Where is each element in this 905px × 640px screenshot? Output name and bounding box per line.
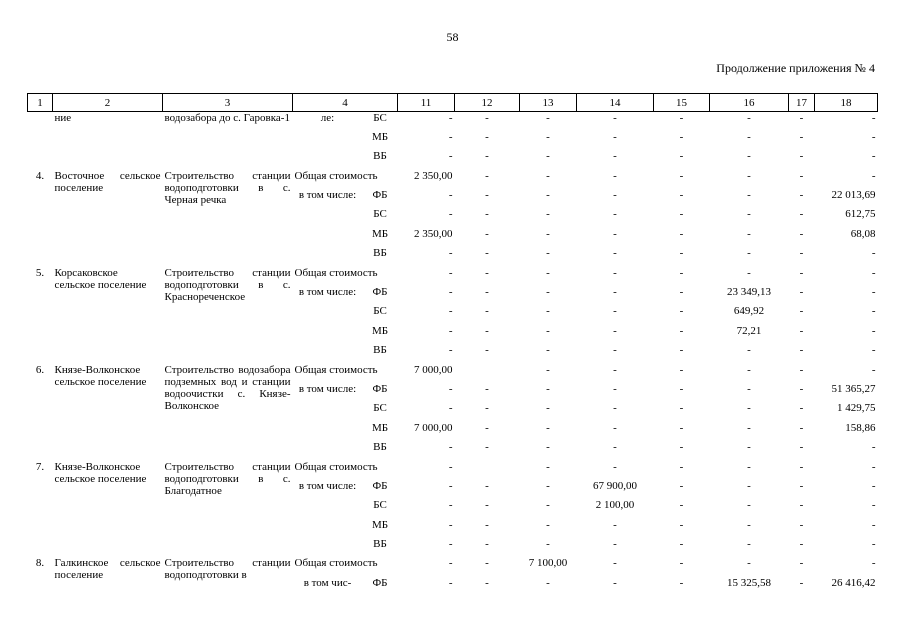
fund-label: ВБ <box>373 344 387 357</box>
value-cell: - <box>448 247 453 260</box>
value-cell: - <box>747 227 751 240</box>
value-cell: - <box>679 112 684 124</box>
value-cell: - <box>871 557 876 570</box>
value-cell: - <box>747 441 751 454</box>
table-body <box>28 112 878 597</box>
value-cell: - <box>448 518 453 531</box>
fund-label: МБ <box>371 324 389 337</box>
fund-label: МБ <box>371 227 389 240</box>
value-cell: 15 325,58 <box>727 576 771 589</box>
value-cell: - <box>799 538 804 551</box>
project-description: Строительство станции водоподготовки в с. Черная речка <box>164 169 291 206</box>
value-cell: - <box>679 402 684 415</box>
value-cell: 612,75 <box>845 208 876 221</box>
fund-label: ФБ <box>372 479 388 492</box>
value-cell: - <box>448 402 453 415</box>
value-cell: - <box>613 421 617 434</box>
value-cell: - <box>448 441 453 454</box>
value-cell: - <box>613 557 617 570</box>
value-cell: 26 416,42 <box>831 576 876 589</box>
value-cell: - <box>679 499 684 512</box>
table-row <box>28 267 878 286</box>
fund-label: ВБ <box>373 247 387 260</box>
value-cell: - <box>747 344 751 357</box>
value-cell <box>455 364 520 383</box>
value-cell: - <box>747 112 751 124</box>
value-cell: - <box>679 266 684 279</box>
value-cell: 23 349,13 <box>727 286 771 299</box>
row-number: 4. <box>35 169 45 182</box>
value-cell: - <box>679 441 684 454</box>
value-cell: - <box>546 189 550 202</box>
value-cell: - <box>546 518 550 531</box>
fund-label: ФБ <box>372 576 388 589</box>
value-cell: - <box>485 576 489 589</box>
value-cell: - <box>679 208 684 221</box>
value-cell: - <box>871 324 876 337</box>
value-cell: - <box>747 421 751 434</box>
value-cell: - <box>485 150 489 163</box>
value-cell: - <box>679 538 684 551</box>
value-cell: - <box>799 227 804 240</box>
row-number: 7. <box>35 460 45 473</box>
value-cell: - <box>613 460 617 473</box>
value-cell: - <box>613 305 617 318</box>
value-cell: - <box>747 518 751 531</box>
value-cell: 649,92 <box>733 305 765 318</box>
value-cell: - <box>485 130 489 143</box>
value-cell: - <box>613 441 617 454</box>
value-cell: - <box>679 576 684 589</box>
value-cell: - <box>546 208 550 221</box>
value-cell: - <box>747 247 751 260</box>
value-cell: - <box>613 518 617 531</box>
value-cell: - <box>871 441 876 454</box>
table-row <box>28 364 878 383</box>
value-cell: - <box>613 266 617 279</box>
value-cell: - <box>613 402 617 415</box>
header-row <box>28 94 878 112</box>
value-cell: - <box>448 499 453 512</box>
including-label: ле: <box>320 112 335 124</box>
value-cell: - <box>613 208 617 221</box>
value-cell: - <box>871 344 876 357</box>
value-cell: 158,86 <box>845 421 876 434</box>
including-label: в том числе: <box>298 382 357 395</box>
value-cell: - <box>871 499 876 512</box>
value-cell: - <box>485 266 489 279</box>
project-description: Строительство станции водоподготовки в с. Благодатное <box>164 460 291 497</box>
value-cell: - <box>448 266 453 279</box>
value-cell: - <box>799 189 804 202</box>
value-cell: - <box>799 208 804 221</box>
fund-label: БС <box>373 499 387 512</box>
value-cell: - <box>546 266 550 279</box>
value-cell: - <box>448 208 453 221</box>
value-cell: - <box>613 344 617 357</box>
column-header: 4 <box>293 94 398 112</box>
value-cell: - <box>747 460 751 473</box>
value-cell: - <box>546 421 550 434</box>
value-cell: - <box>799 441 804 454</box>
value-cell: - <box>485 499 489 512</box>
value-cell: - <box>679 247 684 260</box>
value-cell: - <box>799 382 804 395</box>
value-cell: - <box>485 247 489 260</box>
column-header: 13 <box>520 94 577 112</box>
column-header: 1 <box>28 94 53 112</box>
value-cell: - <box>871 266 876 279</box>
value-cell: - <box>871 169 876 182</box>
value-cell: 1 429,75 <box>837 402 876 415</box>
value-cell: - <box>448 305 453 318</box>
fund-label: БС <box>373 112 387 124</box>
fund-label: МБ <box>371 518 389 531</box>
value-cell: 7 100,00 <box>528 557 568 570</box>
value-cell: - <box>448 576 453 589</box>
value-cell: - <box>679 130 684 143</box>
value-cell: - <box>871 112 876 124</box>
value-cell: - <box>613 324 617 337</box>
value-cell: - <box>448 286 453 299</box>
total-cost-label: Общая стоимость <box>294 169 378 182</box>
project-description: Строительство станции водоподготовки в с. Краснореченское <box>164 266 291 303</box>
value-cell: 22 013,69 <box>831 189 876 202</box>
value-cell: - <box>747 402 751 415</box>
including-label: в том числе: <box>298 286 357 299</box>
column-header: 12 <box>455 94 520 112</box>
table-row <box>28 557 878 576</box>
value-cell: - <box>546 460 550 473</box>
budget-table <box>27 93 878 596</box>
fund-label: ВБ <box>373 538 387 551</box>
value-cell: - <box>448 382 453 395</box>
value-cell: - <box>799 286 804 299</box>
value-cell: - <box>546 499 550 512</box>
value-cell: - <box>799 344 804 357</box>
value-cell: - <box>679 479 684 492</box>
value-cell: - <box>799 460 804 473</box>
value-cell: - <box>871 286 876 299</box>
value-cell: - <box>485 227 489 240</box>
settlement-name: Галкинское сельское поселение <box>54 557 161 582</box>
fund-label: БС <box>373 402 387 415</box>
value-cell: - <box>747 208 751 221</box>
value-cell: - <box>546 130 550 143</box>
row-number <box>28 112 53 170</box>
value-cell: - <box>679 460 684 473</box>
value-cell: - <box>679 363 684 376</box>
value-cell: - <box>448 479 453 492</box>
value-cell: - <box>546 441 550 454</box>
value-cell: - <box>546 538 550 551</box>
project-description: Строительство водозабора подземных вод и станции водоочистки с. Князе-Волконское <box>164 363 291 412</box>
settlement-name: Князе-Волконское сельское поселение <box>54 460 147 485</box>
value-cell: - <box>546 305 550 318</box>
value-cell: - <box>747 479 751 492</box>
value-cell: - <box>485 169 489 182</box>
value-cell: - <box>485 382 489 395</box>
value-cell: - <box>485 557 489 570</box>
value-cell: - <box>546 324 550 337</box>
fund-label: ВБ <box>373 441 387 454</box>
row-number: 5. <box>35 266 45 279</box>
value-cell: - <box>613 363 617 376</box>
value-cell: - <box>485 344 489 357</box>
total-cost-label: Общая стоимость <box>294 266 378 279</box>
row-number: 8. <box>35 557 45 570</box>
value-cell: - <box>485 305 489 318</box>
fund-label: БС <box>373 305 387 318</box>
including-label: в том числе: <box>298 479 357 492</box>
value-cell: 72,21 <box>736 324 762 337</box>
column-header: 2 <box>53 94 163 112</box>
value-cell: - <box>613 382 617 395</box>
value-cell: - <box>546 227 550 240</box>
value-cell: - <box>448 460 453 473</box>
value-cell: - <box>799 150 804 163</box>
project-description: водозабора до с. Гаровка-1 <box>164 112 290 124</box>
value-cell: - <box>485 421 489 434</box>
value-cell: - <box>448 538 453 551</box>
value-cell: - <box>871 130 876 143</box>
value-cell: - <box>679 227 684 240</box>
value-cell: - <box>485 189 489 202</box>
value-cell: - <box>485 538 489 551</box>
value-cell: - <box>799 112 804 124</box>
value-cell: - <box>871 479 876 492</box>
row-number: 6. <box>35 363 45 376</box>
value-cell: - <box>799 363 804 376</box>
value-cell: - <box>679 324 684 337</box>
value-cell: - <box>871 538 876 551</box>
value-cell: - <box>546 402 550 415</box>
value-cell: - <box>485 324 489 337</box>
value-cell: - <box>747 189 751 202</box>
value-cell: - <box>485 402 489 415</box>
table-row <box>28 461 878 480</box>
value-cell: 7 000,00 <box>414 421 453 434</box>
column-header: 18 <box>815 94 878 112</box>
value-cell: - <box>613 189 617 202</box>
value-cell: - <box>799 421 804 434</box>
value-cell: - <box>485 518 489 531</box>
value-cell: - <box>613 538 617 551</box>
value-cell: - <box>546 479 550 492</box>
value-cell: - <box>613 286 617 299</box>
value-cell: - <box>799 499 804 512</box>
value-cell: - <box>485 479 489 492</box>
value-cell: - <box>799 169 804 182</box>
value-cell: - <box>448 324 453 337</box>
value-cell: - <box>448 150 453 163</box>
value-cell: - <box>679 382 684 395</box>
settlement-name: Корсаковское сельское поселение <box>54 266 147 291</box>
value-cell: - <box>747 150 751 163</box>
value-cell: - <box>679 305 684 318</box>
including-label: в том чис- <box>303 576 352 589</box>
column-header: 15 <box>654 94 710 112</box>
value-cell: - <box>613 247 617 260</box>
value-cell: - <box>679 557 684 570</box>
value-cell: - <box>799 266 804 279</box>
page-number: 58 <box>446 30 459 44</box>
value-cell: 2 100,00 <box>595 499 635 512</box>
fund-label: МБ <box>371 421 389 434</box>
value-cell: - <box>747 557 751 570</box>
value-cell: - <box>747 363 751 376</box>
fund-label: ФБ <box>372 382 388 395</box>
value-cell: - <box>679 189 684 202</box>
value-cell: 2 350,00 <box>414 227 453 240</box>
value-cell: 51 365,27 <box>831 382 876 395</box>
continuation-caption: Продолжение приложения № 4 <box>716 61 875 75</box>
value-cell: - <box>747 130 751 143</box>
table-row <box>28 170 878 189</box>
column-header: 17 <box>789 94 815 112</box>
value-cell: - <box>679 421 684 434</box>
value-cell: - <box>871 363 876 376</box>
value-cell: - <box>485 208 489 221</box>
column-header: 16 <box>710 94 789 112</box>
column-header: 3 <box>163 94 293 112</box>
value-cell: - <box>871 518 876 531</box>
value-cell: - <box>448 557 453 570</box>
value-cell: - <box>799 402 804 415</box>
value-cell: - <box>799 130 804 143</box>
value-cell: - <box>871 150 876 163</box>
value-cell: - <box>799 576 804 589</box>
value-cell: - <box>747 266 751 279</box>
table-row <box>28 112 878 131</box>
settlement-name: Князе-Волконское сельское поселение <box>54 363 147 388</box>
fund-label: ВБ <box>373 150 387 163</box>
value-cell: - <box>546 363 550 376</box>
value-cell: - <box>799 479 804 492</box>
value-cell: - <box>747 538 751 551</box>
value-cell: 7 000,00 <box>414 363 453 376</box>
value-cell: - <box>799 324 804 337</box>
fund-label: БС <box>373 208 387 221</box>
value-cell: - <box>747 169 751 182</box>
value-cell: - <box>871 460 876 473</box>
value-cell: - <box>679 286 684 299</box>
project-description: Строительство станции водоподготовки в <box>164 557 291 582</box>
value-cell: - <box>871 305 876 318</box>
value-cell: - <box>448 189 453 202</box>
value-cell: 67 900,00 <box>593 479 637 492</box>
value-cell: 2 350,00 <box>414 169 453 182</box>
value-cell: - <box>546 169 550 182</box>
value-cell: - <box>485 112 489 124</box>
fund-label: ФБ <box>372 286 388 299</box>
fund-label: МБ <box>371 130 389 143</box>
value-cell: - <box>546 344 550 357</box>
settlement-name: ние <box>54 112 72 124</box>
value-cell: - <box>546 247 550 260</box>
value-cell: - <box>799 247 804 260</box>
value-cell: - <box>448 130 453 143</box>
value-cell: - <box>546 150 550 163</box>
value-cell: 68,08 <box>850 227 876 240</box>
value-cell: - <box>485 286 489 299</box>
value-cell: - <box>546 382 550 395</box>
value-cell: - <box>747 382 751 395</box>
value-cell: - <box>613 130 617 143</box>
value-cell: - <box>613 150 617 163</box>
including-label: в том числе: <box>298 189 357 202</box>
value-cell: - <box>448 112 453 124</box>
value-cell: - <box>679 150 684 163</box>
value-cell: - <box>747 499 751 512</box>
value-cell: - <box>799 557 804 570</box>
value-cell: - <box>613 112 617 124</box>
value-cell: - <box>448 344 453 357</box>
value-cell <box>455 461 520 480</box>
value-cell: - <box>613 227 617 240</box>
value-cell: - <box>871 247 876 260</box>
value-cell: - <box>546 576 550 589</box>
total-cost-label: Общая стоимость <box>294 557 378 570</box>
column-header: 14 <box>577 94 654 112</box>
total-cost-label: Общая стоимость <box>294 460 378 473</box>
value-cell: - <box>679 344 684 357</box>
fund-label: ФБ <box>372 189 388 202</box>
value-cell: - <box>613 576 617 589</box>
value-cell: - <box>546 112 550 124</box>
value-cell: - <box>679 169 684 182</box>
settlement-name: Восточное сельское поселение <box>54 169 161 194</box>
value-cell: - <box>485 441 489 454</box>
column-header: 11 <box>398 94 455 112</box>
value-cell: - <box>799 518 804 531</box>
value-cell: - <box>799 305 804 318</box>
value-cell: - <box>613 169 617 182</box>
value-cell: - <box>546 286 550 299</box>
total-cost-label: Общая стоимость <box>294 363 378 376</box>
value-cell: - <box>679 518 684 531</box>
